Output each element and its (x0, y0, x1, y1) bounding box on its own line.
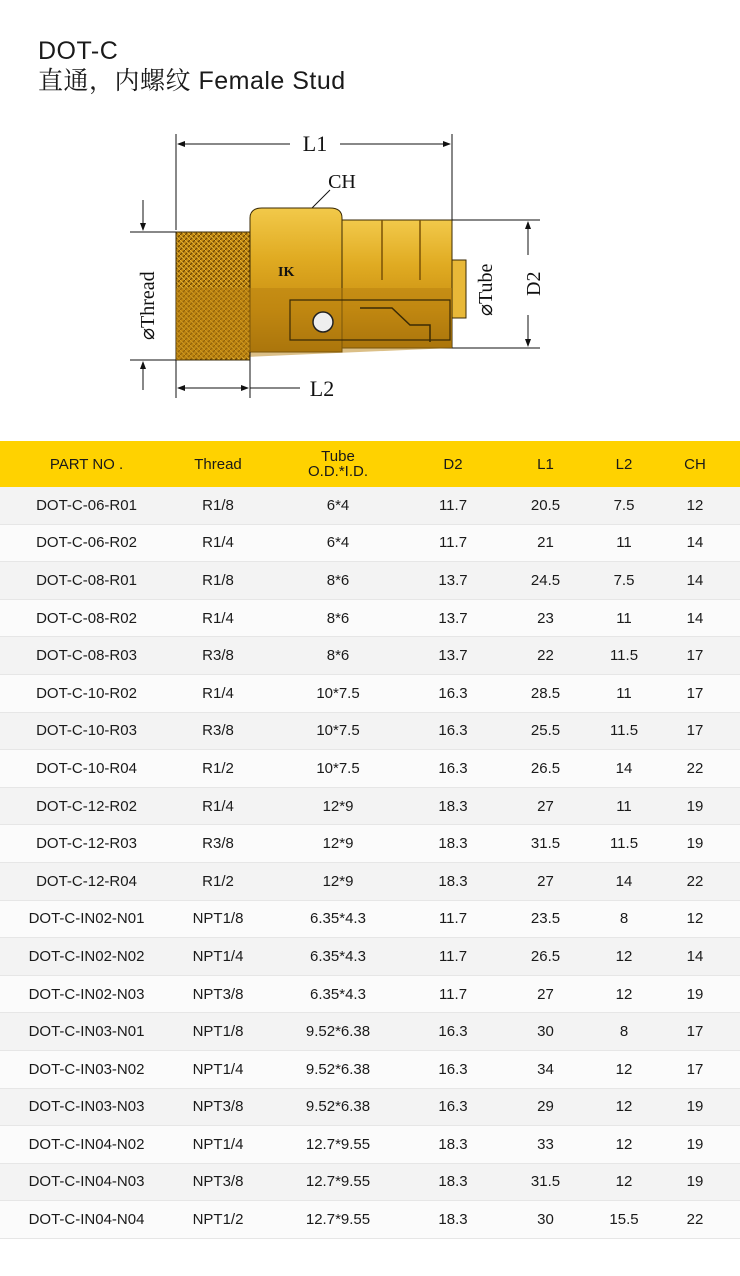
thread-cell: NPT3/8 (173, 975, 263, 1013)
ch-cell: 17 (650, 712, 740, 750)
l1-cell: 27 (493, 975, 598, 1013)
ch-cell: 19 (650, 1163, 740, 1201)
thread-cell: NPT1/4 (173, 1050, 263, 1088)
l1-cell: 25.5 (493, 712, 598, 750)
l1-cell: 23.5 (493, 900, 598, 938)
d2-cell: 18.3 (413, 787, 493, 825)
table-row (0, 825, 740, 863)
part-no-cell: DOT-C-08-R03 (0, 637, 173, 675)
ch-cell: 19 (650, 1126, 740, 1164)
table-row (0, 599, 740, 637)
table-row (0, 975, 740, 1013)
l2-cell: 8 (598, 900, 650, 938)
part-no-cell: DOT-C-IN02-N03 (0, 975, 173, 1013)
d2-cell: 11.7 (413, 938, 493, 976)
ch-cell: 17 (650, 637, 740, 675)
l2-cell: 11 (598, 787, 650, 825)
l2-cell: 11.5 (598, 712, 650, 750)
col-l1: L1 (493, 441, 598, 487)
l2-cell: 8 (598, 1013, 650, 1051)
l2-cell: 12 (598, 975, 650, 1013)
ch-cell: 14 (650, 599, 740, 637)
tube-cell: 12.7*9.55 (263, 1163, 413, 1201)
part-no-cell: DOT-C-06-R02 (0, 524, 173, 562)
d2-cell: 11.7 (413, 524, 493, 562)
l1-cell: 34 (493, 1050, 598, 1088)
tube-cell: 9.52*6.38 (263, 1013, 413, 1051)
tube-cell: 12.7*9.55 (263, 1201, 413, 1239)
fitting-diagram (0, 120, 740, 420)
part-no-cell: DOT-C-08-R02 (0, 599, 173, 637)
l2-cell: 12 (598, 1163, 650, 1201)
col-thread: Thread (173, 441, 263, 487)
part-no-cell: DOT-C-IN04-N02 (0, 1126, 173, 1164)
l1-cell: 26.5 (493, 750, 598, 788)
l1-cell: 20.5 (493, 487, 598, 524)
table-row (0, 674, 740, 712)
l1-cell: 33 (493, 1126, 598, 1164)
table-row (0, 1201, 740, 1239)
col-l2: L2 (598, 441, 650, 487)
thread-cell: NPT1/4 (173, 938, 263, 976)
thread-cell: NPT3/8 (173, 1163, 263, 1201)
d2-cell: 16.3 (413, 1013, 493, 1051)
tube-cell: 10*7.5 (263, 750, 413, 788)
thread-cell: NPT1/8 (173, 900, 263, 938)
product-name: 直通，内螺纹 Female Stud (38, 67, 346, 95)
l1-cell: 31.5 (493, 825, 598, 863)
d2-cell: 13.7 (413, 637, 493, 675)
l2-cell: 11 (598, 599, 650, 637)
l1-cell: 22 (493, 637, 598, 675)
release-collet (452, 260, 466, 318)
table-row (0, 562, 740, 600)
l2-label: L2 (309, 376, 335, 401)
fitting-drawing (0, 120, 740, 420)
l2-cell: 14 (598, 750, 650, 788)
tube-cell: 10*7.5 (263, 674, 413, 712)
thread-cell: R1/4 (173, 787, 263, 825)
l2-cell: 12 (598, 1126, 650, 1164)
part-no-cell: DOT-C-IN03-N01 (0, 1013, 173, 1051)
l1-label: L1 (302, 131, 328, 156)
ch-cell: 14 (650, 562, 740, 600)
ch-cell: 19 (650, 1088, 740, 1126)
ch-cell: 12 (650, 900, 740, 938)
part-no-cell: DOT-C-IN04-N04 (0, 1201, 173, 1239)
part-no-cell: DOT-C-12-R03 (0, 825, 173, 863)
l2-cell: 11 (598, 674, 650, 712)
d2-cell: 16.3 (413, 674, 493, 712)
l2-cell: 7.5 (598, 487, 650, 524)
ch-cell: 22 (650, 862, 740, 900)
ch-label: CH (328, 171, 356, 193)
o-ring-icon (313, 312, 333, 332)
col-tube: Tube O.D.*I.D. (263, 441, 413, 487)
l1-cell: 31.5 (493, 1163, 598, 1201)
ch-cell: 12 (650, 487, 740, 524)
table-row (0, 1050, 740, 1088)
tube-cell: 10*7.5 (263, 712, 413, 750)
table-row (0, 637, 740, 675)
col-ch: CH (650, 441, 740, 487)
d2-cell: 11.7 (413, 900, 493, 938)
l1-cell: 30 (493, 1201, 598, 1239)
spec-table (0, 441, 740, 1239)
tube-cell: 9.52*6.38 (263, 1050, 413, 1088)
table-row (0, 1013, 740, 1051)
product-header (38, 36, 346, 96)
table-row (0, 487, 740, 524)
table-row (0, 750, 740, 788)
table-row (0, 1163, 740, 1201)
part-no-cell: DOT-C-10-R04 (0, 750, 173, 788)
l2-cell: 14 (598, 862, 650, 900)
thread-cell: R1/8 (173, 487, 263, 524)
d2-cell: 16.3 (413, 1050, 493, 1088)
part-no-cell: DOT-C-IN03-N02 (0, 1050, 173, 1088)
table-row (0, 524, 740, 562)
thread-cell: R1/4 (173, 524, 263, 562)
tube-cell: 6.35*4.3 (263, 900, 413, 938)
tube-cell: 12*9 (263, 862, 413, 900)
tube-cell: 8*6 (263, 599, 413, 637)
d2-cell: 11.7 (413, 975, 493, 1013)
d2-cell: 18.3 (413, 1163, 493, 1201)
tube-cell: 12*9 (263, 825, 413, 863)
table-row (0, 900, 740, 938)
part-no-cell: DOT-C-10-R03 (0, 712, 173, 750)
product-code: DOT-C (38, 37, 119, 65)
ch-cell: 19 (650, 825, 740, 863)
l2-cell: 12 (598, 938, 650, 976)
tube-cell: 8*6 (263, 562, 413, 600)
tube-cell: 9.52*6.38 (263, 1088, 413, 1126)
l1-cell: 29 (493, 1088, 598, 1126)
thread-cell: NPT1/4 (173, 1126, 263, 1164)
ch-cell: 19 (650, 975, 740, 1013)
d2-cell: 16.3 (413, 712, 493, 750)
d2-cell: 18.3 (413, 1201, 493, 1239)
ch-cell: 22 (650, 1201, 740, 1239)
d2-cell: 16.3 (413, 750, 493, 788)
table-header-row (0, 441, 740, 487)
l1-cell: 27 (493, 787, 598, 825)
brand-logo: IK (278, 265, 295, 280)
tube-cell: 6.35*4.3 (263, 975, 413, 1013)
l1-cell: 23 (493, 599, 598, 637)
l1-cell: 30 (493, 1013, 598, 1051)
table-row (0, 938, 740, 976)
l1-cell: 24.5 (493, 562, 598, 600)
l2-cell: 11.5 (598, 637, 650, 675)
l2-cell: 11 (598, 524, 650, 562)
l2-cell: 12 (598, 1050, 650, 1088)
ch-cell: 17 (650, 1050, 740, 1088)
l1-cell: 27 (493, 862, 598, 900)
l2-cell: 12 (598, 1088, 650, 1126)
l2-cell: 11.5 (598, 825, 650, 863)
l1-cell: 26.5 (493, 938, 598, 976)
col-d2: D2 (413, 441, 493, 487)
part-no-cell: DOT-C-12-R02 (0, 787, 173, 825)
ch-cell: 19 (650, 787, 740, 825)
l2-cell: 15.5 (598, 1201, 650, 1239)
table-row (0, 1126, 740, 1164)
l2-cell: 7.5 (598, 562, 650, 600)
thread-cell: NPT1/8 (173, 1013, 263, 1051)
tube-cell: 8*6 (263, 637, 413, 675)
l1-cell: 21 (493, 524, 598, 562)
part-no-cell: DOT-C-IN02-N02 (0, 938, 173, 976)
ch-cell: 14 (650, 938, 740, 976)
tube-cell: 6.35*4.3 (263, 938, 413, 976)
table-row (0, 787, 740, 825)
d2-cell: 16.3 (413, 1088, 493, 1126)
ch-cell: 22 (650, 750, 740, 788)
part-no-cell: DOT-C-12-R04 (0, 862, 173, 900)
table-row (0, 1088, 740, 1126)
ch-cell: 14 (650, 524, 740, 562)
d2-cell: 13.7 (413, 562, 493, 600)
part-no-cell: DOT-C-06-R01 (0, 487, 173, 524)
thread-label: ⌀Thread (137, 271, 159, 340)
d2-cell: 13.7 (413, 599, 493, 637)
d2-cell: 18.3 (413, 825, 493, 863)
thread-cell: R1/4 (173, 599, 263, 637)
thread-cell: R1/8 (173, 562, 263, 600)
tube-cell: 12.7*9.55 (263, 1126, 413, 1164)
d2-cell: 11.7 (413, 487, 493, 524)
d2-label: D2 (523, 271, 545, 296)
part-no-cell: DOT-C-IN04-N03 (0, 1163, 173, 1201)
thread-cell: R3/8 (173, 712, 263, 750)
ch-cell: 17 (650, 1013, 740, 1051)
tube-cell: 6*4 (263, 524, 413, 562)
thread-cell: NPT1/2 (173, 1201, 263, 1239)
part-no-cell: DOT-C-10-R02 (0, 674, 173, 712)
tube-cell: 12*9 (263, 787, 413, 825)
table-row (0, 712, 740, 750)
part-no-cell: DOT-C-IN02-N01 (0, 900, 173, 938)
part-no-cell: DOT-C-08-R01 (0, 562, 173, 600)
tube-cell: 6*4 (263, 487, 413, 524)
part-no-cell: DOT-C-IN03-N03 (0, 1088, 173, 1126)
l1-cell: 28.5 (493, 674, 598, 712)
thread-cell: R1/2 (173, 862, 263, 900)
tube-label: ⌀Tube (475, 263, 497, 316)
thread-cell: R3/8 (173, 825, 263, 863)
thread-cell: R1/2 (173, 750, 263, 788)
d2-cell: 18.3 (413, 1126, 493, 1164)
d2-cell: 18.3 (413, 862, 493, 900)
thread-cell: R3/8 (173, 637, 263, 675)
thread-cell: R1/4 (173, 674, 263, 712)
table-row (0, 862, 740, 900)
ch-cell: 17 (650, 674, 740, 712)
thread-cell: NPT3/8 (173, 1088, 263, 1126)
col-part-no: PART NO . (0, 441, 173, 487)
spec-table-body (0, 487, 740, 1238)
